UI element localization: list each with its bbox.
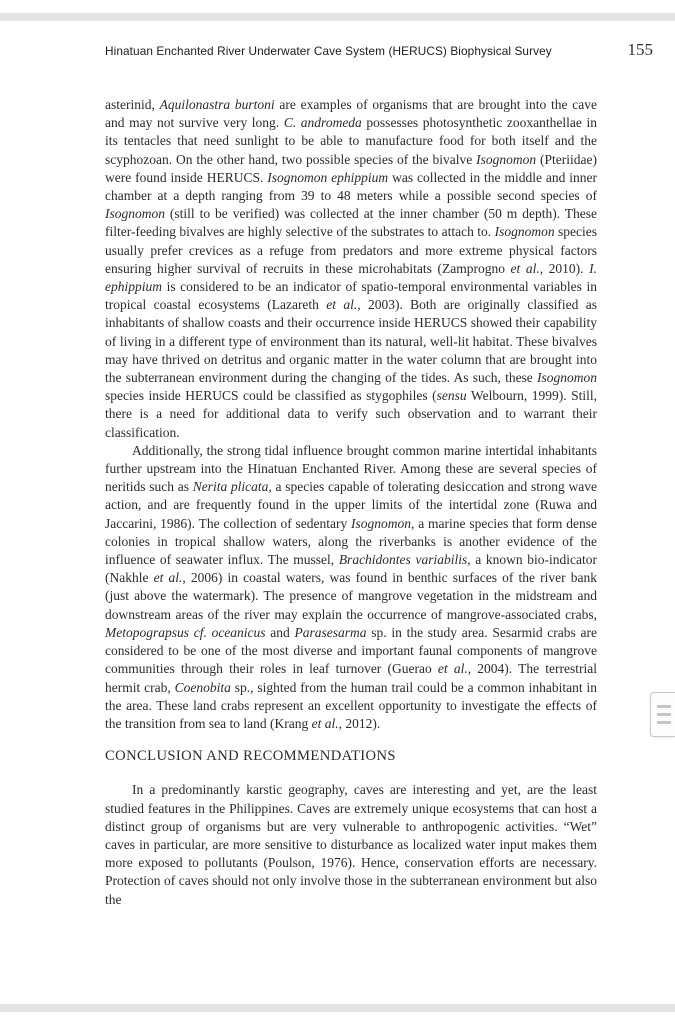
section-heading: CONCLUSION AND RECOMMENDATIONS bbox=[105, 748, 396, 765]
running-title: Hinatuan Enchanted River Underwater Cave System (HERUCS) Biophysical Survey bbox=[105, 44, 552, 58]
paragraph: asterinid, Aquilonastra burtoni are examples of organisms that are brought into the cave and may not survive very long. C. andromeda possesses photosynthetic zooxanthellae in its tentacles that need sunlight to be able to manufacture food for both itself and the scyphozoan. On the other hand, two possible species of the bivalve Isognomon (Pteriidae) were found inside HERUCS. Isognomon ephippium was collected in the middle and inner chamber at a depth ranging from 39 to 48 meters while a possible second species of Isognomon (still to be verified) was collected at the inner chamber (50 m depth). These filter-feeding bivalves are highly selective of the substrates to attach to. Isognomon species usually prefer crevices as a refuge from predators and more extreme physical factors ensuring higher survival of recruits in these microhabitats (Zamprogno et al., 2010). I. ephippium is considered to be an indicator of spatio-temporal environmental variables in tropical coastal ecosystems (Lazareth et al., 2003). Both are originally classified as inhabitants of shallow coasts and their occurrence inside HERUCS showed their capability of living in a different type of environment than its natural, well-lit habitat. These bivalves may have thrived on detritus and organic matter in the water column that are brought into the subterranean environment during the changing of the tides. As such, these Isognomon species inside HERUCS could be classified as stygophiles (sensu Welbourn, 1999). Still, there is a need for additional data to verify such observation and to warrant their classification. bbox=[105, 97, 598, 440]
side-panel-handle[interactable] bbox=[650, 692, 675, 737]
running-header bbox=[105, 40, 653, 60]
paragraph: In a predominantly karstic geography, caves are interesting and yet, are the least studied features in the Philippines. Caves are extremely unique ecosystems that can host a distinct group of organisms but are very vulnerable to anthropogenic activities. “Wet” caves in particular, are more sensitive to disturbance as localized water input makes them more exposed to pollutants (Poulson, 1976). Hence, conservation efforts are necessary. Protection of caves should not only involve those in the subterranean environment but also the bbox=[105, 782, 597, 907]
hamburger-lines-icon bbox=[651, 693, 675, 736]
paragraph: Additionally, the strong tidal influence brought common marine intertidal inhabitants further upstream into the Hinatuan Enchanted River. Among these are several species of neritids such as Nerita plicata, a species capable of tolerating desiccation and strong wave action, and are frequently found in the upper limits of the intertidal zone (Ruwa and Jaccarini, 1986). The collection of sedentary Isognomon, a marine species that form dense colonies in tropical shallow waters, along the riverbanks is another evidence of the influence of seawater influx. The mussel, Brachidontes variabilis, a known bio-indicator (Nakhle et al., 2006) in coastal waters, was found in benthic surfaces of the river bank (just above the watermark). The presence of mangrove vegetation in the midstream and downstream areas of the river may explain the occurrence of mangrove-associated crabs, Metopograpsus cf. oceanicus and Parasesarma sp. in the study area. Sesarmid crabs are considered to be one of the most diverse and important faunal components of mangrove communities through their roles in leaf turnover (Guerao et al., 2004). The terrestrial hermit crab, Coenobita sp., sighted from the human trail could be a common inhabitant in the area. These land crabs represent an excellent opportunity to investigate the effects of the transition from sea to land (Krang et al., 2012). bbox=[105, 442, 597, 731]
page-gap-bottom bbox=[0, 1004, 675, 1012]
page-gap-top bbox=[0, 13, 675, 21]
page-number: 155 bbox=[627, 40, 653, 59]
article-body bbox=[105, 96, 597, 909]
